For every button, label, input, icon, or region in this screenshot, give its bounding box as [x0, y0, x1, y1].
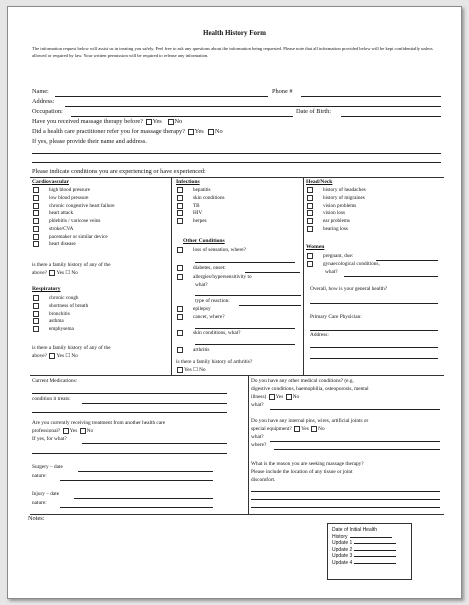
gyn-what-label: what?	[325, 269, 338, 275]
respiratory-heading: Respiratory	[32, 286, 61, 292]
injury-date-field[interactable]	[74, 498, 213, 499]
checkbox-item[interactable]	[32, 203, 115, 211]
cardiovascular-list	[32, 187, 115, 249]
checkbox[interactable]	[307, 218, 313, 224]
condition-treats-field[interactable]	[82, 403, 227, 404]
physician-address-line-2[interactable]	[310, 358, 438, 359]
overall-health-field[interactable]	[310, 303, 438, 304]
current-medications-label: Current Medications:	[32, 378, 78, 384]
allergies-label: allergies/hypersensitivity to	[193, 274, 252, 281]
condition-label: skin conditions	[193, 194, 225, 201]
checkbox-item[interactable]	[32, 303, 88, 311]
checkbox[interactable]	[177, 306, 183, 312]
occupation-label: Occupation:	[32, 108, 63, 115]
checkbox[interactable]	[33, 187, 39, 193]
checkbox[interactable]	[177, 347, 183, 353]
condition-treats-label: condition it treats:	[32, 396, 71, 402]
table-top-border	[30, 177, 444, 178]
checkbox[interactable]	[177, 203, 183, 209]
other-medical-answer	[251, 394, 299, 400]
condition-label: low blood pressure	[49, 194, 89, 201]
checkbox[interactable]	[33, 210, 39, 216]
pins-where-field[interactable]	[274, 449, 440, 450]
treatment-no-checkbox[interactable]	[80, 428, 86, 434]
history-label: History	[332, 533, 348, 540]
update-field[interactable]	[354, 556, 396, 557]
received-no-label: No	[174, 118, 183, 125]
dob-field[interactable]	[341, 116, 441, 117]
received-no-checkbox[interactable]	[168, 119, 174, 125]
cardio-family-yn: Yes ☐ No	[56, 270, 78, 277]
update-label: Update 1	[332, 540, 353, 547]
phone-label: Phone #	[272, 88, 293, 95]
loss-sensation-field[interactable]	[195, 262, 295, 263]
checkbox[interactable]	[33, 218, 39, 224]
checkbox[interactable]	[33, 195, 39, 201]
name-label: Name:	[32, 88, 49, 95]
other-medical-illness-label: illness)	[251, 394, 267, 401]
address-field[interactable]	[65, 106, 441, 107]
gyn-field[interactable]	[344, 276, 438, 277]
checkbox-item[interactable]	[306, 203, 366, 211]
other-medical-what-label: what?	[251, 402, 264, 408]
reason-line-1[interactable]	[251, 491, 440, 492]
update-label: Update 2	[332, 546, 353, 553]
checkbox-item[interactable]	[32, 210, 115, 218]
condition-label: chronic congestive heart failure	[49, 202, 115, 209]
cardio-family-above: above?	[32, 270, 47, 277]
resp-family-question: is there a family history of any of the	[32, 345, 111, 351]
other-medical-no-label: No	[292, 394, 300, 401]
head-neck-heading: Head/Neck	[306, 179, 333, 185]
diabetes-label: diabetes, onset:	[193, 265, 226, 272]
treatment-question: Are you currently receiving treatment from another health care	[32, 420, 166, 426]
cardio-family-answer	[32, 270, 78, 276]
loss-sensation-label: loss of sensation, where?	[193, 247, 246, 254]
cardio-family-yes-checkbox[interactable]	[49, 270, 55, 276]
treatment-yes-label: Yes	[69, 428, 78, 435]
checkbox[interactable]	[33, 326, 39, 332]
cancer-field[interactable]	[195, 328, 295, 329]
checkbox[interactable]	[307, 195, 313, 201]
history-field[interactable]	[350, 537, 392, 538]
pregnant-label: pregnant, due:	[323, 253, 354, 260]
other-medical-no-checkbox[interactable]	[286, 394, 292, 400]
checkbox-item[interactable]	[176, 218, 225, 226]
condition-label: vision problems	[323, 202, 357, 209]
arthritis-item[interactable]	[176, 347, 209, 353]
checkbox-item[interactable]	[306, 187, 366, 195]
reaction-field[interactable]	[239, 305, 301, 306]
referred-no-checkbox[interactable]	[208, 129, 214, 135]
notes-label: Notes:	[28, 515, 45, 522]
checkbox[interactable]	[33, 226, 39, 232]
referred-text: Did a health care practitioner refer you for massage therapy?	[32, 128, 185, 135]
head-neck-list	[306, 187, 366, 234]
arthritis-family-answer	[176, 367, 206, 373]
reaction-label: type of reaction:	[195, 298, 230, 304]
table-divider-1	[171, 177, 172, 375]
respiratory-list	[32, 295, 88, 334]
surgery-label: Surgery – date	[32, 464, 63, 470]
table-bottom-border	[30, 514, 444, 515]
history-box-line-1: Date of Initial Health	[332, 527, 378, 533]
update-field[interactable]	[354, 543, 396, 544]
condition-label: ear problems	[323, 218, 350, 225]
condition-label: hearing loss	[323, 226, 348, 233]
cancer-item[interactable]	[176, 314, 225, 320]
referred-yes-label: Yes	[194, 128, 204, 135]
condition-label: vision loss	[323, 210, 346, 217]
checkbox-item[interactable]	[32, 318, 88, 326]
condition-label: stroke/CVA	[49, 226, 74, 233]
skin-label: skin conditions, what?	[193, 330, 241, 337]
table-middle-border	[30, 375, 444, 376]
update-row	[332, 560, 407, 567]
checkbox[interactable]	[177, 274, 183, 280]
checkbox[interactable]	[33, 234, 39, 240]
cancer-label: cancer, where?	[193, 314, 225, 321]
infections-heading: Infections	[176, 179, 200, 185]
medications-field[interactable]	[32, 393, 227, 394]
resp-family-yn: Yes ☐ No	[56, 353, 78, 360]
treatment-professional-label: professional?	[32, 428, 61, 435]
checkbox[interactable]	[307, 187, 313, 193]
checkbox[interactable]	[177, 195, 183, 201]
checkbox-item[interactable]	[32, 195, 115, 203]
dob-label: Date of Birth:	[296, 108, 331, 115]
resp-family-yes-checkbox[interactable]	[49, 353, 55, 359]
checkbox-item[interactable]	[306, 210, 366, 218]
injury-label: Injury – date	[32, 491, 60, 497]
form-page	[7, 6, 462, 599]
referred-yes-checkbox[interactable]	[188, 129, 194, 135]
treatment-line-2[interactable]	[32, 453, 227, 454]
checkbox-item[interactable]	[32, 241, 115, 249]
pins-yes-checkbox[interactable]	[294, 426, 300, 432]
checkbox[interactable]	[33, 203, 39, 209]
pins-yes-label: Yes	[301, 426, 309, 433]
other-medical-field[interactable]	[270, 409, 440, 410]
skin-field[interactable]	[195, 344, 295, 345]
checkbox[interactable]	[307, 203, 313, 209]
physician-address-line-1[interactable]	[310, 347, 438, 348]
surgery-date-field[interactable]	[78, 471, 213, 472]
pins-q1: Do you have any internal pins, wires, artificial joints or	[251, 418, 369, 424]
other-medical-q1: Do you have any other medical conditions? (e.g.	[251, 378, 354, 384]
phone-field[interactable]	[301, 96, 441, 97]
referrer-line-2[interactable]	[32, 162, 441, 163]
checkbox-item[interactable]	[32, 187, 115, 195]
resp-family-answer	[32, 353, 78, 359]
condition-label: history of headaches	[323, 187, 366, 194]
conditions-prompt: Please indicate conditions you are experiencing or have experienced:	[32, 168, 206, 175]
condition-label: heart disease	[49, 241, 76, 248]
skin-item[interactable]	[176, 330, 241, 336]
cardiovascular-heading: Cardiovascular	[32, 179, 69, 185]
physician-field[interactable]	[310, 330, 438, 331]
arthritis-family-yn: Yes ☐ No	[184, 367, 206, 374]
form-title: Health History Form	[203, 29, 266, 37]
condition-label: pacemaker or similar device	[49, 233, 108, 240]
address-label: Address:	[32, 98, 55, 105]
condition-label: hepatitis	[193, 187, 211, 194]
received-yes-checkbox[interactable]	[146, 119, 152, 125]
condition-label: shortness of breath	[49, 302, 89, 309]
checkbox[interactable]	[33, 303, 39, 309]
table-divider-2	[303, 177, 304, 375]
checkbox-item[interactable]	[306, 226, 366, 234]
condition-label: herpes	[193, 218, 207, 225]
pins-no-checkbox[interactable]	[311, 426, 317, 432]
condition-label: emphysema	[49, 326, 74, 333]
diabetes-item[interactable]	[176, 265, 226, 271]
intro-text: The information request below will assist us in treating you safely. Feel free to ask any questions about the information being requested. Please note that all information provided below will be kept confidentially unless allowed or required by law. Your written permission will be required to release any information.	[32, 46, 433, 58]
checkbox[interactable]	[307, 253, 313, 259]
history-box-history-row	[332, 534, 407, 541]
treatment-no-label: No	[86, 428, 94, 435]
checkbox-item[interactable]	[176, 195, 225, 203]
cardio-family-question: is there a family history of any of the	[32, 262, 111, 268]
checkbox[interactable]	[33, 241, 39, 247]
other-conditions-heading: Other Conditions	[183, 238, 225, 244]
checkbox-item[interactable]	[176, 210, 225, 218]
condition-label: TB	[193, 202, 200, 209]
condition-label: phlebitis / varicose veins	[49, 218, 101, 225]
checkbox-item[interactable]	[176, 187, 225, 195]
injury-nature-label: nature:	[32, 500, 47, 506]
checkbox[interactable]	[33, 295, 39, 301]
occupation-field[interactable]	[71, 116, 293, 117]
treatment-answer	[32, 428, 93, 434]
condition-label: heart attack	[49, 210, 74, 217]
checkbox-item[interactable]	[176, 203, 225, 211]
pregnant-item[interactable]	[306, 253, 353, 259]
checkbox[interactable]	[307, 210, 313, 216]
condition-label: high blood pressure	[49, 187, 90, 194]
overall-health-question: Overall, how is your general health?	[310, 286, 388, 292]
checkbox[interactable]	[177, 314, 183, 320]
physician-label: Primary Care Physician:	[310, 314, 362, 320]
injury-nature-field[interactable]	[60, 507, 213, 508]
reason-q2: Please include the location of any tissue or joint	[251, 469, 353, 475]
diabetes-field[interactable]	[245, 272, 300, 273]
condition-label: HIV	[193, 210, 203, 217]
update-field[interactable]	[354, 550, 396, 551]
other-medical-yes-label: Yes	[275, 394, 284, 401]
allergies-item[interactable]	[176, 274, 252, 280]
condition-label: chronic cough	[49, 295, 79, 302]
pins-what-label: what?	[251, 434, 264, 440]
treatment-yes-checkbox[interactable]	[63, 428, 69, 434]
health-history-box	[327, 523, 412, 580]
checkbox-item[interactable]	[306, 195, 366, 203]
physician-address-label: Address:	[310, 332, 329, 338]
name-field[interactable]	[55, 96, 268, 97]
gynaecological-label: gynaecological conditions,	[323, 261, 380, 268]
checkbox-item[interactable]	[32, 226, 115, 234]
treatment-if-yes-label: If yes, for what?	[32, 436, 67, 442]
surgery-nature-label: nature:	[32, 473, 47, 479]
loss-sensation-item[interactable]	[176, 247, 246, 253]
surgery-nature-field[interactable]	[60, 480, 213, 481]
update-field[interactable]	[354, 563, 396, 564]
checkbox[interactable]	[177, 330, 183, 336]
checkbox[interactable]	[177, 187, 183, 193]
reason-q3: discomfort.	[251, 477, 276, 483]
pregnant-field[interactable]	[376, 260, 438, 261]
resp-family-above: above?	[32, 353, 47, 360]
checkbox[interactable]	[33, 318, 39, 324]
checkbox[interactable]	[177, 265, 183, 271]
checkbox[interactable]	[177, 247, 183, 253]
reason-line-2[interactable]	[251, 499, 440, 500]
other-medical-yes-checkbox[interactable]	[269, 394, 275, 400]
gynaecological-item[interactable]	[306, 261, 380, 267]
table-divider-3	[248, 375, 249, 514]
pins-no-label: No	[318, 426, 325, 433]
if-yes-label: If yes, please provide their name and address.	[32, 138, 147, 145]
update-label: Update 3	[332, 553, 353, 560]
arthritis-family-question: is there a family history of arthritis?	[176, 359, 253, 365]
received-yes-label: Yes	[152, 118, 162, 125]
checkbox-item[interactable]	[32, 311, 88, 319]
referred-question	[32, 128, 223, 135]
checkbox[interactable]	[177, 210, 183, 216]
checkbox[interactable]	[307, 226, 313, 232]
other-medical-q2: digestive conditions, haemophilia, osteoporosis, mental	[251, 386, 369, 392]
condition-treats-line-2[interactable]	[32, 412, 227, 413]
arthritis-label: arthritis	[193, 347, 210, 354]
treatment-field[interactable]	[82, 443, 227, 444]
epilepsy-item[interactable]	[176, 306, 211, 312]
update-row	[332, 540, 407, 547]
condition-label: bronchitis	[49, 310, 70, 317]
checkbox[interactable]	[33, 311, 39, 317]
referred-no-label: No	[214, 128, 223, 135]
checkbox[interactable]	[177, 218, 183, 224]
checkbox-item[interactable]	[32, 234, 115, 242]
checkbox-item[interactable]	[306, 218, 366, 226]
pins-where-label: where?	[251, 442, 267, 448]
epilepsy-label: epilepsy	[193, 306, 211, 313]
received-massage-text: Have you received massage therapy before?	[32, 118, 144, 125]
update-row	[332, 553, 407, 560]
infections-list	[176, 187, 225, 226]
allergies-what-label: what?	[195, 282, 208, 288]
arthritis-family-yes-checkbox[interactable]	[177, 367, 183, 373]
referrer-line-1[interactable]	[32, 153, 441, 154]
condition-label: history of migraines	[323, 194, 365, 201]
reason-q1: What is the reason you are seeking massage therapy?	[251, 461, 364, 467]
checkbox-item[interactable]	[32, 218, 115, 226]
checkbox-item[interactable]	[32, 326, 88, 334]
update-label: Update 4	[332, 559, 353, 566]
condition-label: asthma	[49, 318, 64, 325]
checkbox[interactable]	[307, 261, 313, 267]
pins-equipment-label: special equipment?	[251, 426, 292, 433]
reason-line-3[interactable]	[251, 507, 440, 508]
women-heading: Women	[306, 244, 325, 250]
pins-answer	[251, 426, 325, 432]
update-row	[332, 547, 407, 554]
received-massage-question	[32, 118, 182, 125]
allergies-field[interactable]	[195, 295, 301, 296]
pins-what-field[interactable]	[270, 441, 440, 442]
checkbox-item[interactable]	[32, 295, 88, 303]
